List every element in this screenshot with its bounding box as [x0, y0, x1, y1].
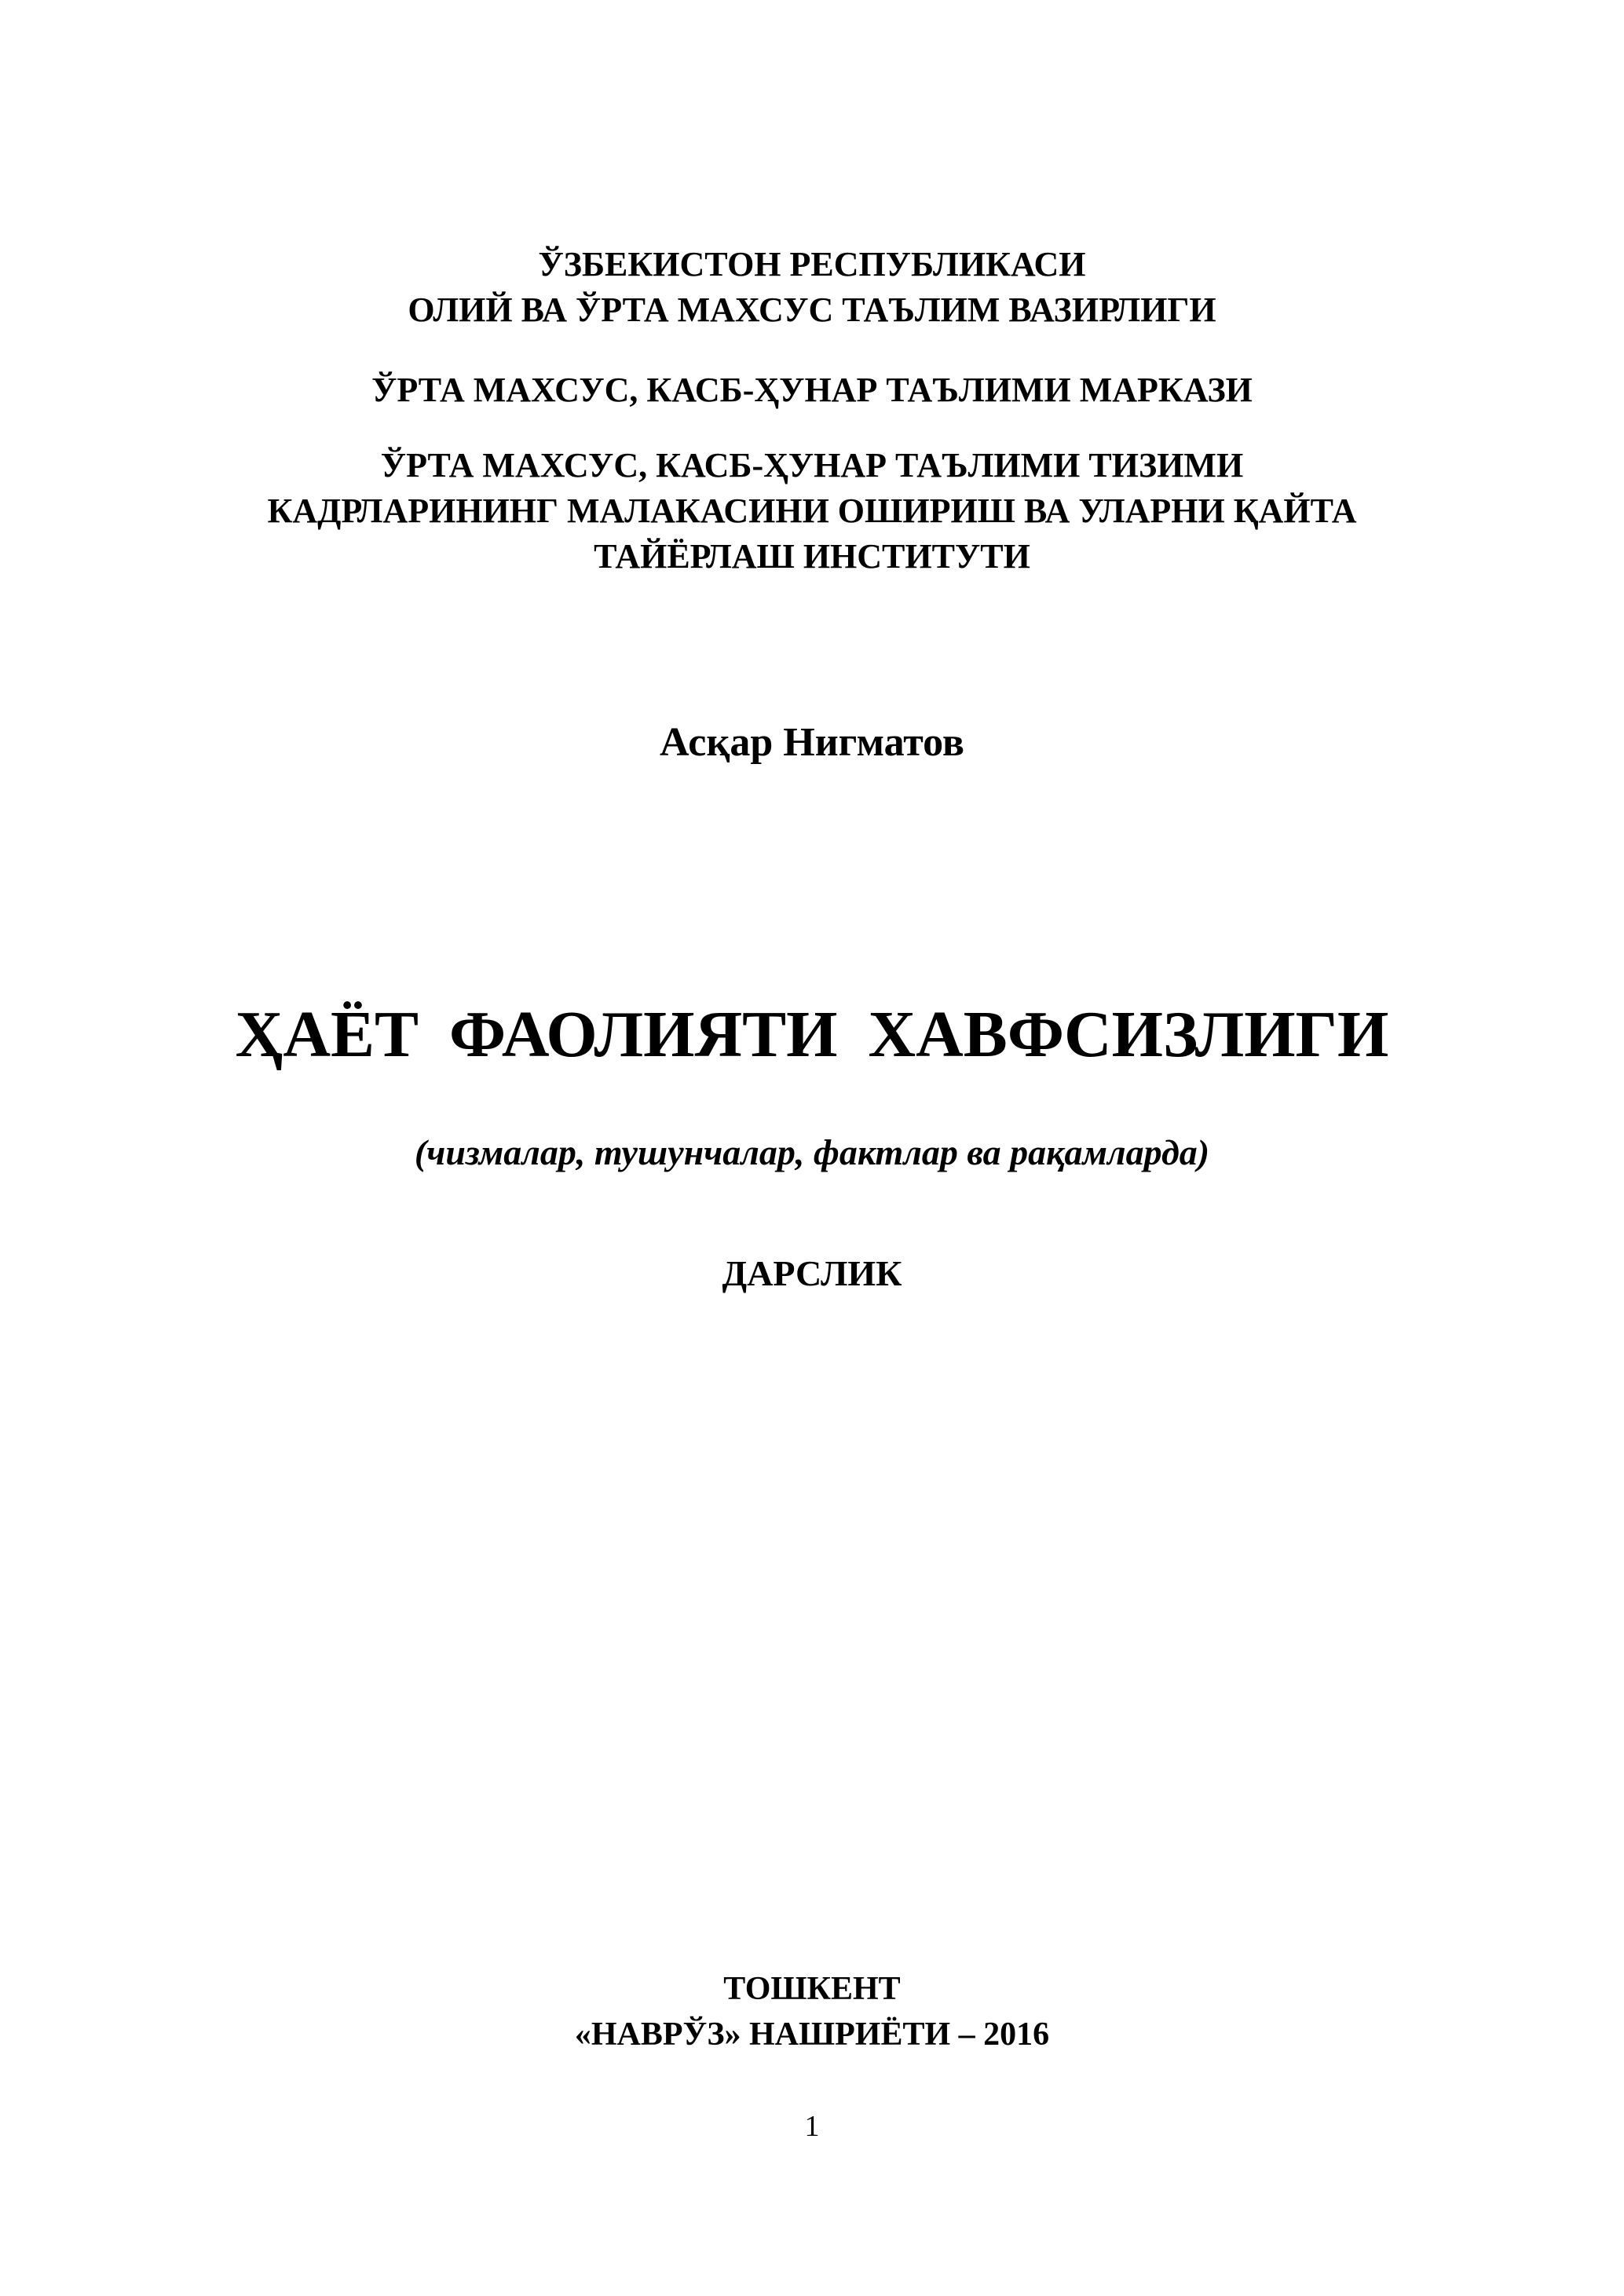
imprint-city: ТОШКЕНТ: [723, 1971, 901, 2007]
institute-line-3: ТАЙЁРЛАШ ИНСТИТУТИ: [594, 537, 1030, 576]
book-title: ҲАЁТ ФАОЛИЯТИ ХАВФСИЗЛИГИ: [235, 998, 1389, 1071]
subtitle-block: [0, 1129, 1624, 1176]
center-line: ЎРТА МАХСУС, КАСБ-ҲУНАР ТАЪЛИМИ МАРКАЗИ: [371, 371, 1253, 409]
author-block: [0, 718, 1624, 768]
country-line: ЎЗБЕКИСТОН РЕСПУБЛИКАСИ: [538, 245, 1086, 283]
institute-header: [0, 443, 1624, 579]
book-subtitle: (чизмалар, тушунчалар, фактлар ва рақамларда): [414, 1132, 1210, 1172]
imprint-publisher-year: «НАВРЎЗ» НАШРИЁТИ – 2016: [574, 2016, 1050, 2053]
center-header: [0, 367, 1624, 413]
institute-line-2: КАДРЛАРИНИНГ МАЛАКАСИНИ ОШИРИШ ВА УЛАРНИ ҚАЙТА: [267, 492, 1357, 530]
document-type: ДАРСЛИК: [722, 1253, 902, 1293]
ministry-line: ОЛИЙ ВА ЎРТА МАХСУС ТАЪЛИМ ВАЗИРЛИГИ: [408, 291, 1216, 329]
imprint-block: [0, 1966, 1624, 2057]
author-name: Асқар Нигматов: [660, 720, 964, 765]
title-block: [0, 996, 1624, 1074]
page-number-block: [0, 2108, 1624, 2145]
ministry-header: [0, 242, 1624, 333]
page-number: 1: [804, 2110, 820, 2143]
doctype-block: [0, 1250, 1624, 1297]
institute-line-1: ЎРТА МАХСУС, КАСБ-ҲУНАР ТАЪЛИМИ ТИЗИМИ: [380, 446, 1244, 484]
